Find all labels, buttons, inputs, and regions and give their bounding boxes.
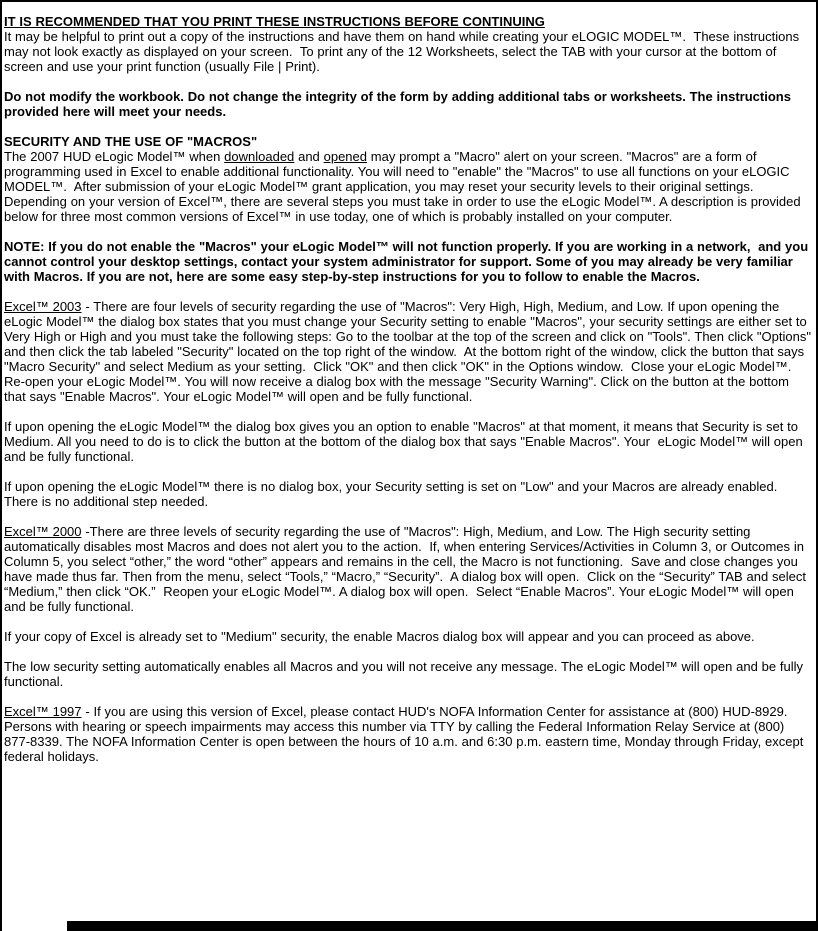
text-run: SECURITY AND THE USE OF "MACROS" xyxy=(4,134,258,149)
text-run: - There are four levels of security regarding the use of "Macros": Very High, High, Medium, and Low. If upon opening the eLogic Model™ the dialog box states that you must change your Security setting to enable "Macros", your security settings are either set to Very High or High and you must take the following steps: Go to the toolbar at the top of the screen and click on "Tools". Then click "Options" and then click the tab labeled "Security" located on the top right of the window. At the bottom right of the window, click the button that says "Macro Security" and select Medium as your setting. Click "OK" and then click "OK" in the Options window. Close your eLogic Model™. Re-open your eLogic Model™. You will now receive a dialog box with the message "Security Warning". Click on the button at the bottom that says "Enable Macros". Your eLogic Model™ will open and be fully functional. xyxy=(4,299,815,404)
bottom-border-bar xyxy=(67,921,816,931)
text-run: If upon opening the eLogic Model™ there is no dialog box, your Security setting is set on "Low" and your Macros are already enabled. There is no additional step needed. xyxy=(4,479,781,509)
text-run: NOTE: If you do not enable the "Macros" your eLogic Model™ will not function properly. If you are working in a network, and you cannot control your desktop settings, contact your system administrator for support. Some of you may already be very familiar with Macros. If you are not, here are some easy step-by-step instructions for you to follow to enable the Macros. xyxy=(4,239,812,284)
macros-intro-paragraph xyxy=(4,149,813,224)
print-recommendation-heading xyxy=(4,14,813,29)
medium-security-paragraph xyxy=(4,419,813,464)
low-security-paragraph xyxy=(4,479,813,509)
excel-1997-paragraph xyxy=(4,704,813,764)
underlined-text-run: IT IS RECOMMENDED THAT YOU PRINT THESE INSTRUCTIONS BEFORE CONTINUING xyxy=(4,14,545,29)
text-run: may prompt a "Macro" alert on your screen. "Macros" are a form of programming used in Excel to enable additional functionality. You will need to "enable" the "Macros" to use all functions on your eLOGIC MODEL™. After submission of your eLogic Model™ grant application, you may reset your security levels to their original settings. Depending on your version of Excel™, there are several steps you must take in order to use the eLogic Model™. A description is provided below for three most common versions of Excel™ in use today, one of which is probably installed on your computer. xyxy=(4,149,805,224)
security-macros-heading xyxy=(4,134,813,149)
excel-2000-paragraph xyxy=(4,524,813,614)
underlined-text-run: Excel™ 2003 xyxy=(4,299,82,314)
excel-2003-paragraph xyxy=(4,299,813,404)
note-enable-macros-paragraph xyxy=(4,239,813,284)
already-medium-paragraph xyxy=(4,629,813,644)
text-run: It may be helpful to print out a copy of the instructions and have them on hand while creating your eLOGIC MODEL™. These instructions may not look exactly as displayed on your screen. To print any of the 12 Worksheets, select the TAB with your cursor at the bottom of screen and use your print function (usually File | Print). xyxy=(4,29,803,74)
instructions-text xyxy=(2,2,816,779)
text-run: If your copy of Excel is already set to "Medium" security, the enable Macros dialog box will appear and you can proceed as above. xyxy=(4,629,755,644)
text-run: -There are three levels of security regarding the use of "Macros": High, Medium, and Low. The High security setting automatically disables most Macros and does not alert you to the action. If, when entering Services/Activities in Column 3, or Outcomes in Column 5, you select “other,” the word “other” appears and remains in the cell, the Macro is not functioning. Save and close changes you have made thus far. Then from the menu, select “Tools,” “Macro,” “Security”. A dialog box will open. Click on the “Security” TAB and select “Medium,” then click “OK.” Reopen your eLogic Model™. A dialog box will open. Select “Enable Macros”. Your eLogic Model™ will open and be fully functional. xyxy=(4,524,810,614)
underlined-text-run: downloaded xyxy=(224,149,295,164)
underlined-text-run: Excel™ 2000 xyxy=(4,524,82,539)
text-run: If upon opening the eLogic Model™ the dialog box gives you an option to enable "Macros" at that moment, it means that Security is set to Medium. All you need to do is to click the button at the bottom of the dialog box that says "Enable Macros". Your eLogic Model™ will open and be fully functional. xyxy=(4,419,807,464)
print-instructions-paragraph xyxy=(4,29,813,74)
low-setting-paragraph xyxy=(4,659,813,689)
text-run: Do not modify the workbook. Do not change the integrity of the form by adding additional tabs or worksheets. The instructions provided here will meet your needs. xyxy=(4,89,795,119)
text-run: The 2007 HUD eLogic Model™ when xyxy=(4,149,225,164)
do-not-modify-paragraph xyxy=(4,89,813,119)
underlined-text-run: opened xyxy=(323,149,367,164)
text-run: and xyxy=(294,149,324,164)
underlined-text-run: Excel™ 1997 xyxy=(4,704,82,719)
text-run: The low security setting automatically enables all Macros and you will not receive any message. The eLogic Model™ will open and be fully functional. xyxy=(4,659,807,689)
text-run: - If you are using this version of Excel, please contact HUD's NOFA Information Center for assistance at (800) HUD-8929. Persons with hearing or speech impairments may access this number via TTY by calling the Federal Information Relay Service at (800) 877-8339. The NOFA Information Center is open between the hours of 10 a.m. and 6:30 p.m. eastern time, Monday through Friday, except federal holidays. xyxy=(4,704,808,764)
